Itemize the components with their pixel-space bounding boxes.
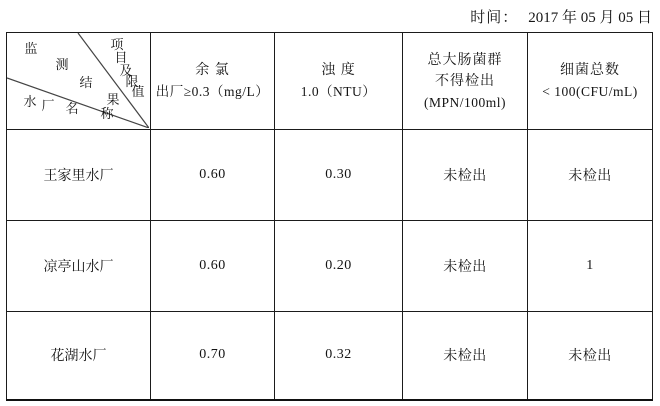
column-unit: (MPN/100ml) [423,94,506,110]
column-title: 余 氯 [195,63,230,78]
plant-name: 凉亭山水厂 [43,260,114,275]
corner-top-char: 值 [131,84,145,99]
corner-bottom-char: 称 [100,106,114,121]
corner-top-char: 及 [119,63,133,78]
value-cell [403,312,528,400]
plant-name: 王家里水厂 [43,169,114,184]
column-limit: 不得检出 [435,73,495,89]
value-cell [275,221,403,312]
corner-middle-char: 果 [106,92,120,107]
corner-top-char: 限 [125,74,139,89]
corner-middle-char: 结 [79,75,93,90]
column-limit: 1.0（NTU） [300,84,377,99]
column-header-total-coliforms [403,33,528,130]
corner-top-char: 目 [114,50,128,65]
corner-bottom-char: 厂 [41,98,55,113]
column-title: 总大肠菌群 [427,52,503,68]
value-cell [528,130,653,221]
column-title: 浊 度 [321,63,356,78]
value-cell [528,312,653,400]
bacteria-value: 未检出 [568,349,612,365]
coliforms-value: 未检出 [443,169,487,184]
value-cell [151,221,275,312]
turbidity-value: 0.32 [325,347,352,363]
coliforms-value: 未检出 [443,260,487,275]
corner-middle-char: 测 [55,57,69,72]
bacteria-value: 未检出 [568,169,612,184]
corner-middle-char: 监 [24,41,38,56]
date-label: 时间： [470,10,519,26]
turbidity-value: 0.20 [325,258,352,273]
diagonal-header-cell [7,33,151,130]
value-cell [151,312,275,400]
residual-chlorine-value: 0.60 [199,258,226,273]
residual-chlorine-value: 0.60 [199,167,226,182]
plant-name-cell [7,312,151,400]
plant-name-cell [7,130,151,221]
column-limit: 出厂≥0.3（mg/L） [155,84,270,99]
value-cell [528,221,653,312]
table-row [7,221,653,312]
coliforms-value: 未检出 [443,349,487,365]
residual-chlorine-value: 0.70 [199,347,226,363]
table-row [7,130,653,221]
plant-name-cell [7,221,151,312]
value-cell [403,221,528,312]
plant-name: 花湖水厂 [50,349,107,365]
turbidity-value: 0.30 [325,167,352,182]
corner-top-char: 项 [110,37,124,52]
value-cell [275,312,403,400]
corner-bottom-char: 水 [23,94,37,109]
report-date [470,6,652,27]
value-cell [403,130,528,221]
value-cell [151,130,275,221]
column-title: 细菌总数 [560,63,620,78]
value-cell [275,130,403,221]
table-row [7,312,653,400]
date-value: 2017 年 05 月 05 日 [528,10,652,26]
header-row [7,33,653,130]
water-quality-table [6,32,653,401]
column-header-turbidity [275,33,403,130]
column-limit: < 100(CFU/mL) [542,84,638,99]
corner-bottom-char: 名 [65,101,79,116]
column-header-residual-chlorine [151,33,275,130]
bacteria-value: 1 [586,258,594,273]
column-header-bacteria-count [528,33,653,130]
